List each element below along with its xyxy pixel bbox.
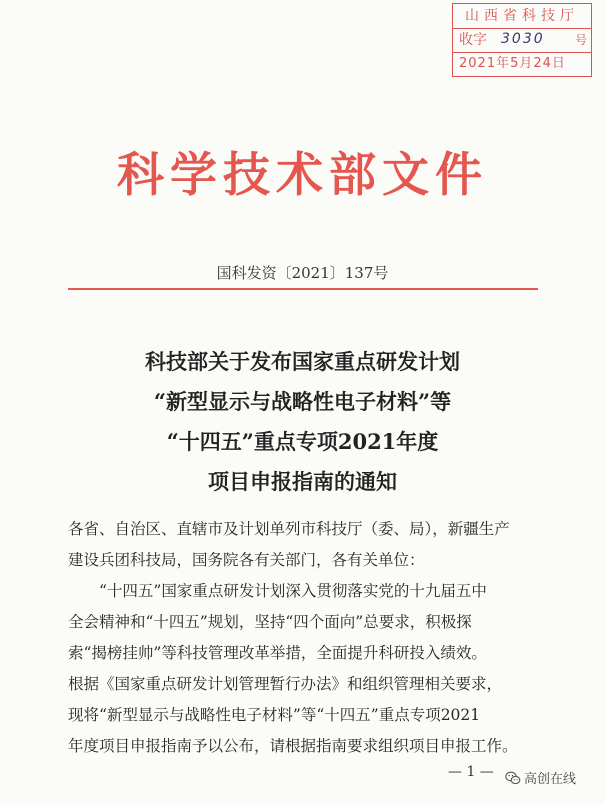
- stamp-date: 2021年5月24日: [459, 56, 566, 71]
- notice-title-line-3: “十四五”重点专项2021年度: [166, 429, 439, 454]
- body-line-4: 全会精神和“十四五”规划，坚持“四个面向”总要求，积极探: [68, 613, 472, 631]
- watermark: [505, 768, 576, 787]
- body-line-3: “十四五”国家重点研发计划深入贯彻落实党的十九届五中: [99, 582, 487, 600]
- page-number: — 1 —: [448, 764, 494, 780]
- body-line-7: 现将“新型显示与战略性电子材料”等“十四五”重点专项2021: [68, 706, 481, 724]
- stamp-received-suffix: 号: [574, 33, 587, 47]
- body-line-5: 索“揭榜挂帅”等科技管理改革举措，全面提升科研投入绩效。: [68, 644, 487, 662]
- stamp-date-row: [453, 52, 591, 76]
- stamp-received-number: 3030: [501, 31, 545, 47]
- stamp-agency: 山西省科技厅: [453, 4, 591, 29]
- receipt-stamp: [452, 3, 592, 77]
- watermark-text: 高创在线: [524, 772, 577, 787]
- document-header-title: 科学技术部文件: [117, 148, 488, 203]
- stamp-received-label: 收字: [459, 32, 487, 48]
- body-line-2: 建设兵团科技局，国务院各有关部门，各有关单位：: [68, 551, 425, 569]
- body-line-1: 各省、自治区、直辖市及计划单列市科技厅（委、局），新疆生产: [68, 520, 510, 538]
- document-number: 国科发资〔2021〕137号: [216, 264, 389, 282]
- body-line-6: 根据《国家重点研发计划管理暂行办法》和组织管理相关要求，: [68, 675, 503, 693]
- body-line-8: 年度项目申报指南予以公布，请根据指南要求组织项目申报工作。: [68, 737, 518, 755]
- notice-title-line-2: “新型显示与战略性电子材料”等: [153, 389, 452, 414]
- notice-title-line-1: 科技部关于发布国家重点研发计划: [145, 349, 460, 374]
- stamp-received-row: [453, 28, 591, 53]
- notice-title-line-4: 项目申报指南的通知: [208, 469, 397, 494]
- wechat-icon: [505, 770, 521, 786]
- red-divider: [68, 288, 538, 290]
